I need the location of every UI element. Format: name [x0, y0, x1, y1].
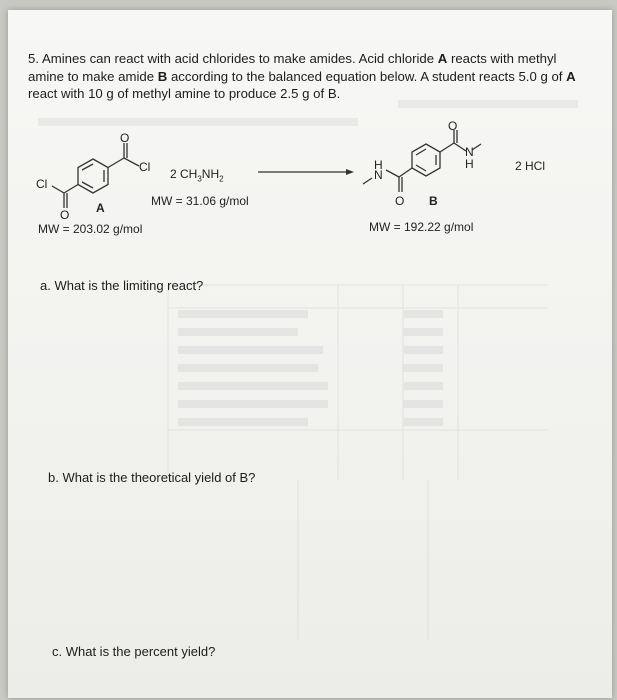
bleed-through-table — [8, 10, 612, 698]
compound-b-label: B — [429, 194, 438, 208]
question-text — [28, 50, 603, 103]
atom-o-a-top: O — [120, 131, 130, 145]
atom-o-b-top: O — [448, 119, 458, 133]
question-line-2: amine to make amide B according to the balanced equation below. A student reacts 5.0 g of A — [28, 68, 576, 84]
compound-a-mw: MW = 203.02 g/mol — [38, 222, 143, 236]
question-number: 5. — [28, 51, 39, 66]
atom-n-b-right: N — [465, 145, 474, 159]
atom-cl-a-left: Cl — [36, 177, 48, 191]
atom-h-b-left: H — [374, 158, 383, 172]
atom-cl-a-right: Cl — [139, 160, 151, 174]
compound-a-label: A — [96, 201, 105, 215]
atom-n-b-left: N — [374, 168, 383, 182]
atom-o-b-bottom: O — [395, 194, 405, 208]
question-a: a. What is the limiting react? — [40, 278, 204, 293]
atom-o-a-bottom: O — [60, 208, 70, 222]
question-line-3: react with 10 g of methyl amine to produce 2.5 g of B. — [28, 86, 341, 101]
reagent-formula: 2 $CH_3NH_2$ — [170, 167, 224, 184]
compound-a-structure — [8, 130, 168, 230]
question-line-1: Amines can react with acid chlorides to make amides. Acid chloride A reacts with methyl — [41, 51, 557, 66]
worksheet-page — [8, 10, 612, 698]
reagent-mw: MW = 31.06 g/mol — [151, 194, 249, 208]
atom-h-b-right: H — [465, 157, 474, 171]
byproduct-hcl: 2 HCl — [515, 159, 546, 173]
compound-b-mw: MW = 192.22 g/mol — [369, 220, 474, 234]
question-c: c. What is the percent yield? — [52, 644, 216, 659]
reaction-arrow — [258, 167, 358, 177]
question-b: b. What is the theoretical yield of B? — [48, 470, 256, 485]
